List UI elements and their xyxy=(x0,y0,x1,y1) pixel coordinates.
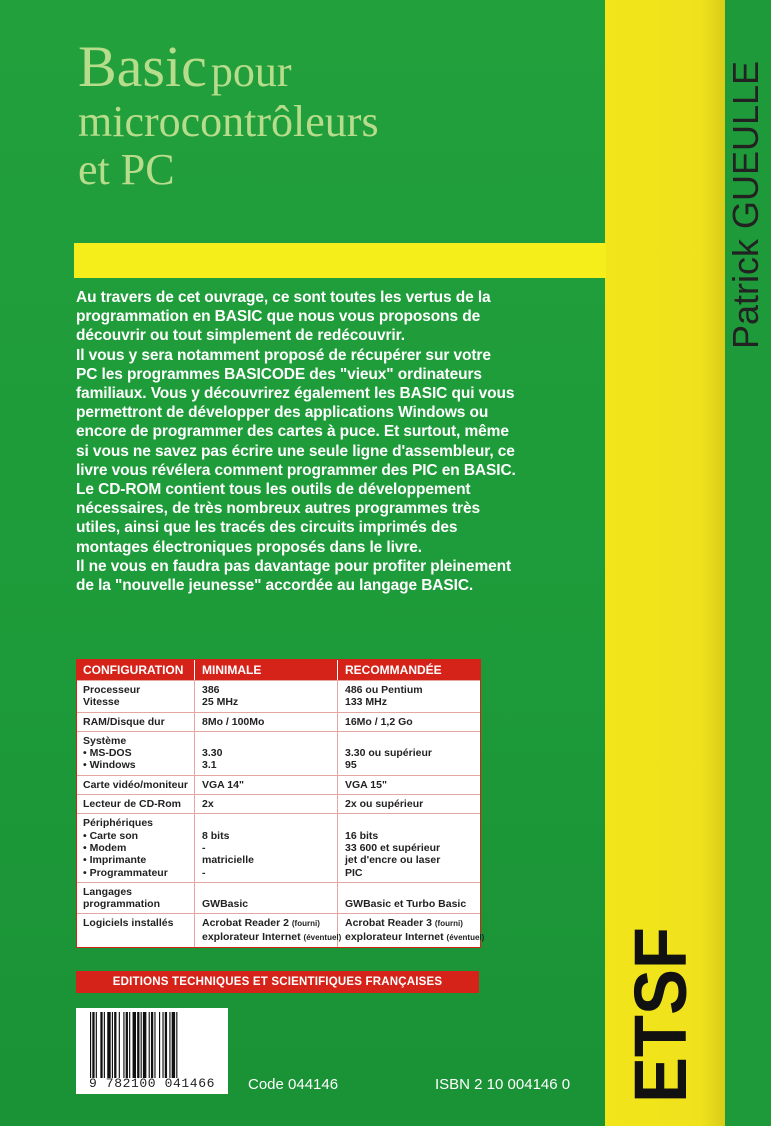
table-cell xyxy=(338,883,480,914)
cell-line: Processeur xyxy=(83,684,141,696)
cell-line xyxy=(345,817,476,829)
barcode-number: 9 782100 041466 xyxy=(88,1076,216,1091)
cell-line: 486 ou Pentium xyxy=(345,684,423,696)
title-line-2: microcontrôleurs xyxy=(78,97,379,146)
barcode-bar xyxy=(133,1012,136,1078)
table-row xyxy=(77,731,480,775)
table-row xyxy=(77,794,480,813)
cell-line xyxy=(345,735,476,747)
barcode-bar xyxy=(169,1012,170,1078)
cell-line-wrap xyxy=(345,930,485,944)
barcode-bar xyxy=(114,1012,116,1078)
table-cell xyxy=(77,814,195,881)
table-cell xyxy=(77,732,195,775)
cell-line-wrap xyxy=(202,917,333,930)
cell-line: • Imprimante xyxy=(83,854,147,867)
cell-line: 16 bits xyxy=(345,829,379,842)
description-text xyxy=(76,288,516,595)
cell-line: GWBasic xyxy=(202,898,249,911)
description-paragraph: Il ne vous en faudra pas davantage pour profiter pleinement de la "nouvelle jeunesse" accordée au langage BASIC. xyxy=(76,557,512,595)
barcode-bar xyxy=(162,1012,163,1078)
table-row xyxy=(77,913,485,947)
barcode-bar xyxy=(100,1012,102,1078)
cell-line: RAM/Disque dur xyxy=(83,715,165,728)
etsf-logo-text: ETSF xyxy=(619,913,702,1103)
table-cell xyxy=(195,681,338,712)
cell-line xyxy=(202,735,333,747)
table-cell xyxy=(77,795,195,813)
barcode-bar xyxy=(172,1012,175,1078)
cell-line: Acrobat Reader 3 xyxy=(345,917,432,930)
barcode-bar xyxy=(107,1012,110,1078)
cell-line: 25 MHz xyxy=(202,696,239,709)
etsf-logo xyxy=(618,913,702,1105)
cell-line: Lecteur de CD-Rom xyxy=(83,798,182,811)
cell-line: • Carte son xyxy=(83,829,139,842)
barcode-bar xyxy=(154,1012,155,1078)
header-recommandee: RECOMMANDÉE xyxy=(345,663,442,677)
cell-line: 133 MHz xyxy=(345,696,388,709)
cell-line: 16Mo / 1,2 Go xyxy=(345,715,413,728)
cell-line: - xyxy=(202,841,206,854)
cell-line: Logiciels installés xyxy=(83,917,174,930)
publisher-banner: EDITIONS TECHNIQUES ET SCIENTIFIQUES FRANÇAISES xyxy=(76,971,479,993)
cell-line xyxy=(202,886,333,898)
cell-note: (fourni) xyxy=(291,919,320,929)
barcode-bar xyxy=(123,1012,124,1078)
product-code: Code 044146 xyxy=(248,1076,339,1093)
author-name: Patrick GUEULLE xyxy=(725,60,766,350)
table-cell xyxy=(195,883,338,914)
isbn-number: ISBN 2 10 004146 0 xyxy=(435,1076,571,1093)
description-paragraph: Il vous y sera notamment proposé de récupérer sur votre PC les programmes BASICODE des "vieux" ordinateurs familiaux. Vous y découvrirez également les BASIC qui vous permettront de développer des applications Windows ou encore de programmer des cartes à puce. Et surtout, même si vous ne savez pas écrire une seule ligne d'assembleur, ce livre vous révélera comment programmer des PIC en BASIC. xyxy=(76,346,516,479)
cell-line: VGA 14" xyxy=(202,778,244,791)
table-row xyxy=(77,712,480,731)
table-cell xyxy=(338,713,480,731)
cell-line: • Programmateur xyxy=(83,866,168,879)
barcode-bar xyxy=(165,1012,167,1078)
barcode-bar xyxy=(90,1012,91,1078)
cell-line: • MS-DOS xyxy=(83,747,132,760)
table-row xyxy=(77,680,480,712)
table-cell xyxy=(338,776,480,794)
table-cell xyxy=(338,681,480,712)
cell-line: explorateur Internet xyxy=(345,930,444,943)
cell-line: 3.30 ou supérieur xyxy=(345,747,432,760)
barcode-bar xyxy=(129,1012,130,1078)
header-configuration: CONFIGURATION xyxy=(77,660,195,680)
cell-line: 8Mo / 100Mo xyxy=(202,715,265,728)
barcode-bar xyxy=(143,1012,146,1078)
configuration-table xyxy=(76,659,485,948)
cell-line: 95 xyxy=(345,759,357,772)
table-cell xyxy=(195,732,338,775)
cell-line: 33 600 et supérieur xyxy=(345,841,441,854)
cell-line: matricielle xyxy=(202,854,254,867)
table-cell xyxy=(77,914,195,947)
cell-line: 3.1 xyxy=(202,759,217,772)
title-word-basic: Basic xyxy=(78,34,207,99)
cell-line: • Modem xyxy=(83,841,127,854)
cell-line: • Windows xyxy=(83,759,136,772)
barcode-bar xyxy=(159,1012,160,1078)
cell-line: 386 xyxy=(202,684,220,696)
barcode-bar xyxy=(104,1012,105,1078)
cell-line: explorateur Internet xyxy=(202,930,301,943)
barcode-bar xyxy=(119,1012,120,1078)
table-cell xyxy=(338,814,480,881)
table-cell xyxy=(77,713,195,731)
table-cell xyxy=(195,795,338,813)
cell-note: (éventuel) xyxy=(303,932,342,942)
barcode-bar xyxy=(126,1012,128,1078)
book-title xyxy=(78,34,379,194)
table-cell xyxy=(195,814,338,881)
table-cell xyxy=(77,883,195,914)
cell-line: 2x ou supérieur xyxy=(345,798,424,811)
table-cell xyxy=(338,914,485,947)
table-cell xyxy=(195,914,342,947)
barcode-bar xyxy=(112,1012,113,1078)
barcode-bar xyxy=(151,1012,153,1078)
barcode xyxy=(76,1008,228,1094)
table-cell xyxy=(195,713,338,731)
table-cell xyxy=(77,681,195,712)
title-line-3: et PC xyxy=(78,145,175,194)
barcode-bar xyxy=(92,1012,94,1078)
table-row xyxy=(77,882,480,914)
cell-line: 8 bits xyxy=(202,829,230,842)
cell-line: Acrobat Reader 2 xyxy=(202,917,289,930)
table-row xyxy=(77,775,480,794)
cell-line xyxy=(202,817,333,829)
cell-line: Vitesse xyxy=(83,696,120,709)
cell-line: 3.30 xyxy=(202,747,223,760)
cell-line-wrap xyxy=(345,917,476,930)
description-paragraph: Au travers de cet ouvrage, ce sont toutes les vertus de la programmation en BASIC que nous vous proposons de découvrir ou tout simplement de redécouvrir. xyxy=(76,289,491,345)
barcode-bars xyxy=(90,1012,216,1078)
cell-line: PIC xyxy=(345,866,363,879)
cell-line: GWBasic et Turbo Basic xyxy=(345,898,467,911)
cell-line xyxy=(345,886,476,898)
cell-line: Périphériques xyxy=(83,817,154,830)
table-cell xyxy=(338,795,480,813)
cell-line: Langages xyxy=(83,885,133,898)
table-row xyxy=(77,813,480,881)
cell-line: 2x xyxy=(202,798,214,811)
table-cell xyxy=(338,732,480,775)
header-minimale: MINIMALE xyxy=(195,660,338,680)
cell-line: VGA 15" xyxy=(345,778,387,791)
description-paragraph: Le CD-ROM contient tous les outils de développement nécessaires, de très nombreux autres programmes très utiles, ainsi que les tracés des circuits imprimés des montages électroniques proposés dans le livre. xyxy=(76,481,481,556)
yellow-bar xyxy=(74,243,606,278)
cell-line: jet d'encre ou laser xyxy=(345,854,441,867)
barcode-bar xyxy=(149,1012,150,1078)
table-cell xyxy=(77,776,195,794)
cell-note: (fourni) xyxy=(434,919,463,929)
barcode-bar xyxy=(96,1012,97,1078)
cell-line: Système xyxy=(83,734,127,747)
title-word-pour: pour xyxy=(210,47,292,96)
cell-line: Carte vidéo/moniteur xyxy=(83,778,189,791)
cell-note: (éventuel) xyxy=(446,932,485,942)
barcode-bar xyxy=(137,1012,139,1078)
cell-line: - xyxy=(202,866,206,879)
table-header xyxy=(77,660,480,680)
cell-line: programmation xyxy=(83,898,161,911)
table-cell xyxy=(195,776,338,794)
barcode-bar xyxy=(176,1012,177,1078)
barcode-bar xyxy=(141,1012,142,1078)
cell-line-wrap xyxy=(202,930,342,944)
